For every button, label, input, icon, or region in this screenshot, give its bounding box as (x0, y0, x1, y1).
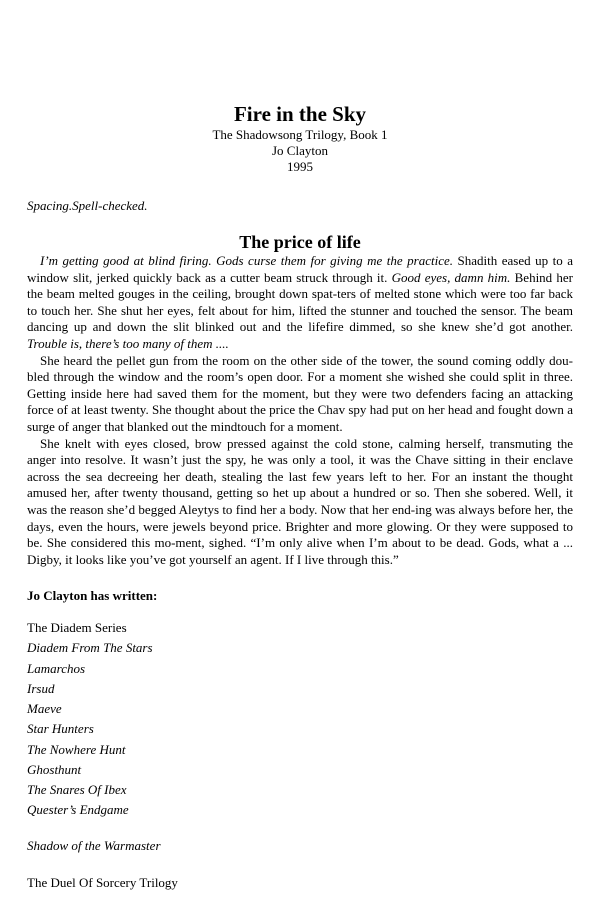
editor-note: Spacing.Spell-checked. (27, 198, 148, 213)
written-heading: Jo Clayton has written: (27, 588, 158, 604)
bibliography-list (27, 618, 573, 892)
series-name-duel: The Duel Of Sorcery Trilogy (27, 874, 178, 890)
italic-thought-1: I’m getting good at blind firing. Gods curse them for giving me the practice. (40, 253, 454, 268)
list-spacer (27, 820, 573, 836)
list-spacer (27, 857, 573, 873)
publication-year: 1995 (287, 159, 313, 174)
book-item: Quester’s Endgame (27, 802, 129, 818)
paragraph-3: She knelt with eyes closed, brow pressed against the cold stone, calming herself, transmuting the anger into resolve. It wasn’t just the spy, he was only a tool, it was the Chave sitting in their enclave across the sea decreeing her death, stealing the last few years left to her. For an instant the thought amused her, after twenty thousand, getting so het up about a hundred or so. Then she sobered. Well, it was the reason she’d begged Aleytys to find her a body. Now that her end-ing was always before her, the days, even the hours, were jewels beyond price. Brighter and more glowing. Or they were supposed to be. She considered this mo-ment, sighed. “I’m only alive when I’m about to be dead. Gods, what a ... Digby, it looks like you’ve got yourself an agent. If I live through this.” (27, 435, 573, 567)
paragraph-2: She heard the pellet gun from the room on the other side of the tower, the sound coming oddly dou-bled through the window and the room’s open door. For a moment she wished she could split in three. Getting inside here had saved them for the moment, but they were two defenders facing an attacking force of at least twenty. She thought about the price the Chav spy had put on her head and fought down a surge of anger that blanked out the mindtouch for a moment. (27, 352, 573, 434)
paragraph-1-text-b: Behind her the beam melted gouges in the ceiling, brought down spat-ters of melted stone which were too far back to touch her. She shut her eyes, felt about for him, lifted the stunner and touched the sensor. The beam dancing up and down the slit blinked out and the lifefire dimmed, so she knew she’d got another. (27, 269, 573, 335)
italic-thought-2: Good eyes, damn him. (391, 269, 511, 285)
book-item: The Snares Of Ibex (27, 781, 127, 797)
chapter-title: The price of life (239, 232, 361, 252)
book-item: Irsud (27, 680, 55, 696)
book-item: Star Hunters (27, 721, 94, 737)
book-item-standalone: Shadow of the Warmaster (27, 838, 161, 854)
series-line: The Shadowsong Trilogy, Book 1 (212, 127, 388, 142)
book-item: Lamarchos (27, 660, 86, 676)
book-item: Diadem From The Stars (27, 640, 153, 656)
series-name-diadem: The Diadem Series (27, 620, 127, 636)
book-item: The Nowhere Hunt (27, 741, 126, 757)
book-title: Fire in the Sky (233, 102, 367, 126)
italic-thought-3: Trouble is, there’s too many of them .... (27, 335, 229, 351)
paragraph-1-text-a: Shadith eased up to a window slit, jerked quickly back as a cutter beam struck through it. (27, 253, 573, 285)
book-item: Maeve (27, 701, 62, 717)
paragraph-1 (27, 253, 573, 353)
author-name: Jo Clayton (272, 143, 328, 158)
book-item: Ghosthunt (27, 761, 82, 777)
